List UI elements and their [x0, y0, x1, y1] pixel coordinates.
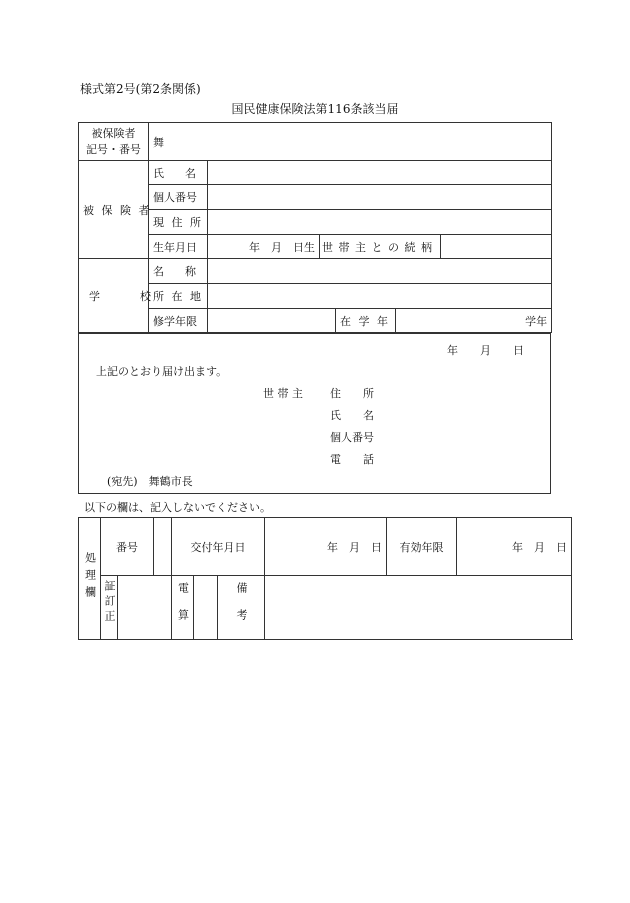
- issue-date-label: 交付年月日: [172, 518, 265, 576]
- office-use-note: 以下の欄は、記入しないでください。: [84, 501, 271, 514]
- number-field[interactable]: [154, 518, 172, 576]
- remarks-field[interactable]: [265, 576, 572, 640]
- birthdate-field[interactable]: 年 月 日生: [208, 235, 320, 259]
- processing-table: [78, 517, 572, 640]
- householder-number-label: 個人番号: [330, 431, 374, 444]
- number-label: 番号: [101, 518, 154, 576]
- name-field[interactable]: [208, 161, 552, 185]
- current-address-label: 現 住 所: [149, 210, 208, 235]
- name-label: 氏 名: [149, 161, 208, 185]
- form-title: 国民健康保険法第116条該当届: [231, 102, 399, 116]
- householder-phone-label: 電 話: [330, 453, 374, 466]
- school-address-field[interactable]: [208, 284, 552, 309]
- insured-id-value[interactable]: 舞: [149, 123, 552, 161]
- declaration-statement: 上記のとおり届け出ます。: [96, 365, 228, 378]
- insured-id-label: 被保険者 記号・番号: [79, 123, 149, 161]
- den-label: 電算: [176, 582, 190, 636]
- birthdate-label: 生年月日: [149, 235, 208, 259]
- cert-field[interactable]: [118, 576, 172, 640]
- addressee: (宛先) 舞鶴市長: [107, 475, 193, 488]
- cert-label: 証訂正: [103, 580, 116, 625]
- grade-field[interactable]: 学年: [396, 309, 552, 333]
- school-name-label: 名 称: [149, 259, 208, 284]
- school-address-label: 所 在 地: [149, 284, 208, 309]
- householder-address-label: 住 所: [330, 387, 374, 400]
- processing-label: 処理欄: [83, 551, 97, 603]
- grade-label: 在 学 年: [336, 309, 396, 333]
- relation-field[interactable]: [441, 235, 552, 259]
- relation-label: 世 帯 主 と の 続 柄: [320, 235, 441, 259]
- insured-info-table: [78, 122, 552, 333]
- form-code: 様式第2号(第2条関係): [80, 82, 201, 96]
- den-field[interactable]: [194, 576, 218, 640]
- individual-number-label: 個人番号: [149, 185, 208, 210]
- remarks-label: 備考: [235, 582, 249, 636]
- individual-number-field[interactable]: [208, 185, 552, 210]
- issue-date-field[interactable]: 年 月 日: [265, 518, 387, 576]
- insured-person-label: 被 保 険 者: [79, 161, 149, 259]
- householder-name-label: 氏 名: [330, 409, 374, 422]
- school-name-field[interactable]: [208, 259, 552, 284]
- study-period-field[interactable]: [208, 309, 336, 333]
- current-address-field[interactable]: [208, 210, 552, 235]
- school-label: 学 校: [79, 259, 149, 333]
- expiry-field[interactable]: 年 月 日: [457, 518, 572, 576]
- declaration-date[interactable]: 年 月 日: [447, 344, 524, 357]
- expiry-label: 有効年限: [387, 518, 457, 576]
- householder-label: 世 帯 主: [263, 387, 303, 400]
- study-period-label: 修学年限: [149, 309, 208, 333]
